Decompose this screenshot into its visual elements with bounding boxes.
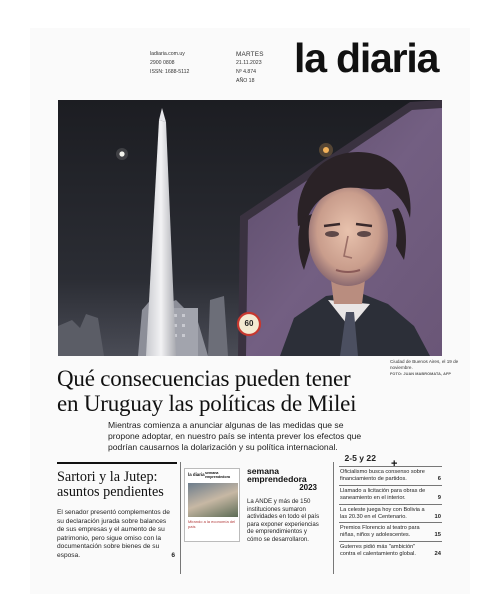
brief-text: Oficialismo busca consenso sobre financiamiento de partidos.	[340, 469, 425, 482]
billboard-badge: 60	[244, 319, 254, 328]
lead-headline-line1[interactable]: Qué consecuencias pueden tener	[57, 366, 351, 391]
photo-credit: FOTO: JUAN MABROMATA, AFP	[390, 372, 451, 377]
brief-page: 10	[434, 513, 441, 520]
brief-item[interactable]	[339, 485, 442, 504]
brief-item[interactable]	[339, 522, 442, 541]
masthead-year: AÑO 18	[236, 78, 255, 84]
semana-thumb-logo: la diaria	[188, 472, 205, 477]
obelisk-and-billboard-photo	[58, 100, 442, 356]
semana-emprendedora-heading	[247, 467, 317, 492]
section-divider	[57, 462, 177, 464]
lead-headline-line2[interactable]: en Uruguay las políticas de Milei	[57, 391, 357, 416]
brief-item[interactable]	[339, 504, 442, 523]
column-divider	[333, 462, 334, 574]
brief-text: Premios Florencio al teatro para niñas, niños y adolescentes.	[340, 525, 420, 539]
semana-head-line2: emprendedora	[247, 474, 307, 485]
photo-caption	[390, 359, 464, 378]
masthead-date: 21.11.2023	[236, 60, 262, 66]
masthead-website[interactable]: ladiaria.com.uy	[150, 51, 185, 57]
sartori-summary	[57, 509, 175, 560]
column-divider	[180, 462, 181, 574]
masthead-phone: 2900 0808	[150, 60, 175, 66]
brief-item[interactable]	[339, 541, 442, 560]
lead-dek-text: Mientras comienza a anunciar algunas de las medidas que se propone adoptar, en nuestro país se intenta prever los efectos que podrían causarnos la dolarización y su política internacional.	[108, 420, 362, 452]
brief-text: Llamado a licitación para obras de saneamiento en el interior.	[340, 487, 426, 501]
sartori-headline[interactable]: Sartori y la Jutep: asuntos pendientes	[57, 469, 164, 500]
masthead-date-block	[236, 50, 264, 86]
semana-thumb-cover-text: Mirando a la economía del país	[188, 519, 236, 529]
masthead-contact-info	[150, 50, 189, 77]
brief-text: Guterres pidió más "ambición" contra el calentamiento global.	[340, 544, 416, 558]
semana-thumb-image	[188, 483, 238, 517]
brief-item[interactable]	[339, 466, 442, 485]
la-diaria-logo: la diaria	[294, 35, 439, 81]
lead-headline[interactable]	[57, 366, 387, 416]
semana-summary: La ANDE y más de 150 instituciones sumaron actividades en todo el país para exponer experiencias de emprendimientos y cómo se desarrollaron.	[247, 498, 320, 543]
news-briefs-list	[339, 466, 442, 560]
masthead-issn: ISSN: 1688-5112	[150, 69, 190, 75]
semana-thumb-title: semana emprendedora	[205, 471, 230, 479]
plus-icon: +	[391, 458, 398, 470]
masthead-issue: Nº 4.874	[236, 69, 257, 75]
lead-dek	[108, 420, 376, 464]
lead-photo	[58, 100, 442, 356]
brief-page: 6	[437, 475, 441, 482]
brief-text: La celeste juega hoy con Bolivia a las 20.30 en el Centenario.	[340, 506, 425, 520]
sartori-summary-text: El senador presentó complementos de su declaración jurada sobre balances de sus empresas y el aumento de su patrimonio, pero sigue omiso con la documentación sobre bienes de su esposa.	[57, 509, 170, 559]
photo-caption-text: Ciudad de Buenos Aires, el 19 de noviembre.	[390, 359, 459, 371]
brief-page: 15	[434, 532, 441, 539]
masthead-day: MARTES	[236, 51, 264, 58]
brief-page: 9	[437, 494, 441, 501]
semana-head-line1: semana	[247, 466, 280, 476]
semana-year: 2023	[299, 482, 317, 492]
sartori-page: 6	[171, 551, 175, 559]
semana-supplement-thumbnail[interactable]	[184, 468, 240, 542]
lead-pages: 2-5 y 22	[344, 453, 376, 463]
brief-page: 24	[434, 551, 441, 558]
